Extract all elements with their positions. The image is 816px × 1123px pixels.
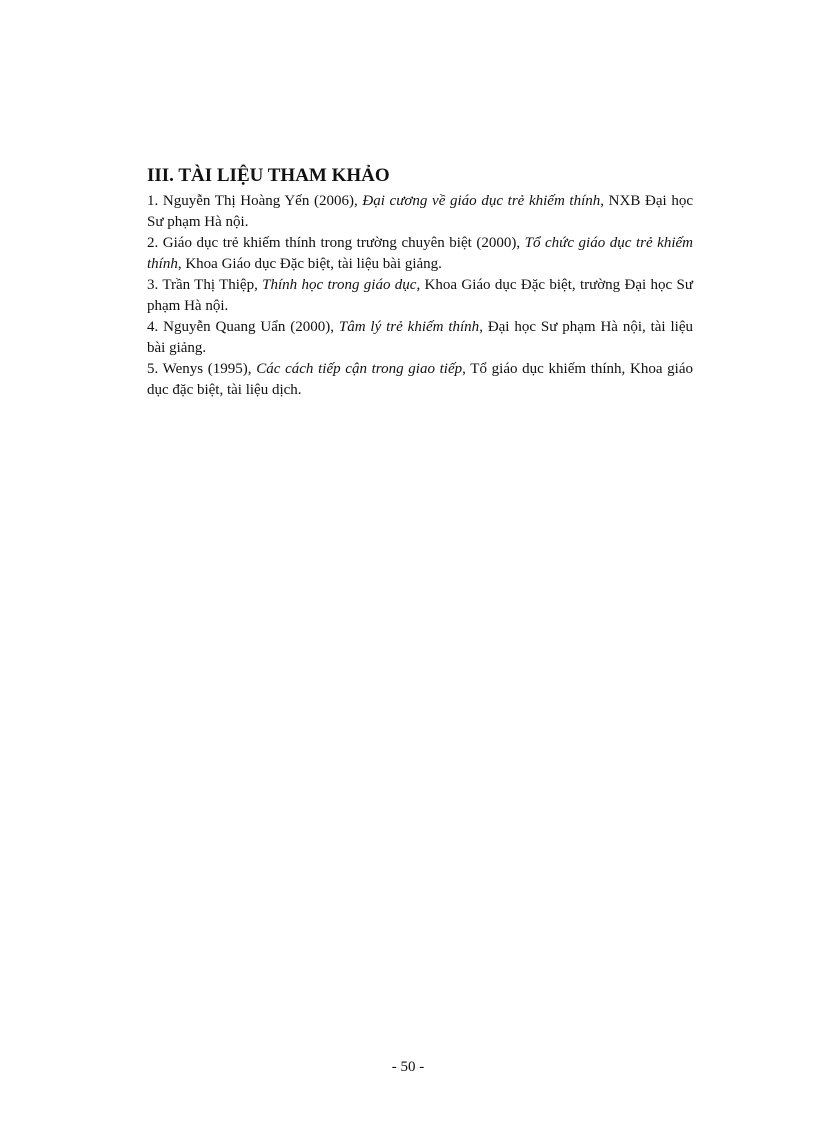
- reference-title: Các cách tiếp cận trong giao tiếp: [256, 361, 463, 377]
- reference-publisher: , Đại học Sư phạm Hà nội, tài liệu bài giảng.: [147, 319, 693, 356]
- reference-publisher: , Khoa Giáo dục Đặc biệt, trường Đại học Sư phạm Hà nội.: [147, 277, 693, 314]
- reference-publisher: , Tổ giáo dục khiếm thính, Khoa giáo dục đặc biệt, tài liệu dịch.: [147, 361, 693, 398]
- reference-publisher: , NXB Đại học Sư phạm Hà nội.: [147, 193, 693, 230]
- reference-list: [147, 191, 693, 401]
- reference-item: [147, 317, 693, 359]
- reference-title: Tổ chức giáo dục trẻ khiếm thính: [147, 235, 693, 272]
- reference-authors: 2. Giáo dục trẻ khiếm thính trong trường chuyên biệt (2000),: [147, 235, 525, 251]
- reference-title: Đại cương về giáo dục trẻ khiếm thính: [362, 193, 601, 209]
- reference-item: [147, 275, 693, 317]
- reference-authors: 3. Trần Thị Thiệp,: [147, 277, 263, 293]
- reference-authors: 4. Nguyễn Quang Uẩn (2000),: [147, 319, 339, 335]
- reference-item: [147, 233, 693, 275]
- reference-authors: 1. Nguyễn Thị Hoàng Yến (2006),: [147, 193, 363, 209]
- section-heading: III. TÀI LIỆU THAM KHẢO: [147, 165, 390, 186]
- reference-item: [147, 191, 693, 233]
- reference-title: Tâm lý trẻ khiếm thính: [338, 319, 480, 335]
- reference-item: [147, 359, 693, 401]
- page-number: - 50 -: [391, 1059, 425, 1075]
- reference-title: Thính học trong giáo dục: [262, 277, 417, 293]
- document-body: [147, 163, 693, 401]
- reference-authors: 5. Wenys (1995),: [147, 361, 257, 377]
- reference-publisher: , Khoa Giáo dục Đặc biệt, tài liệu bài giảng.: [177, 256, 442, 272]
